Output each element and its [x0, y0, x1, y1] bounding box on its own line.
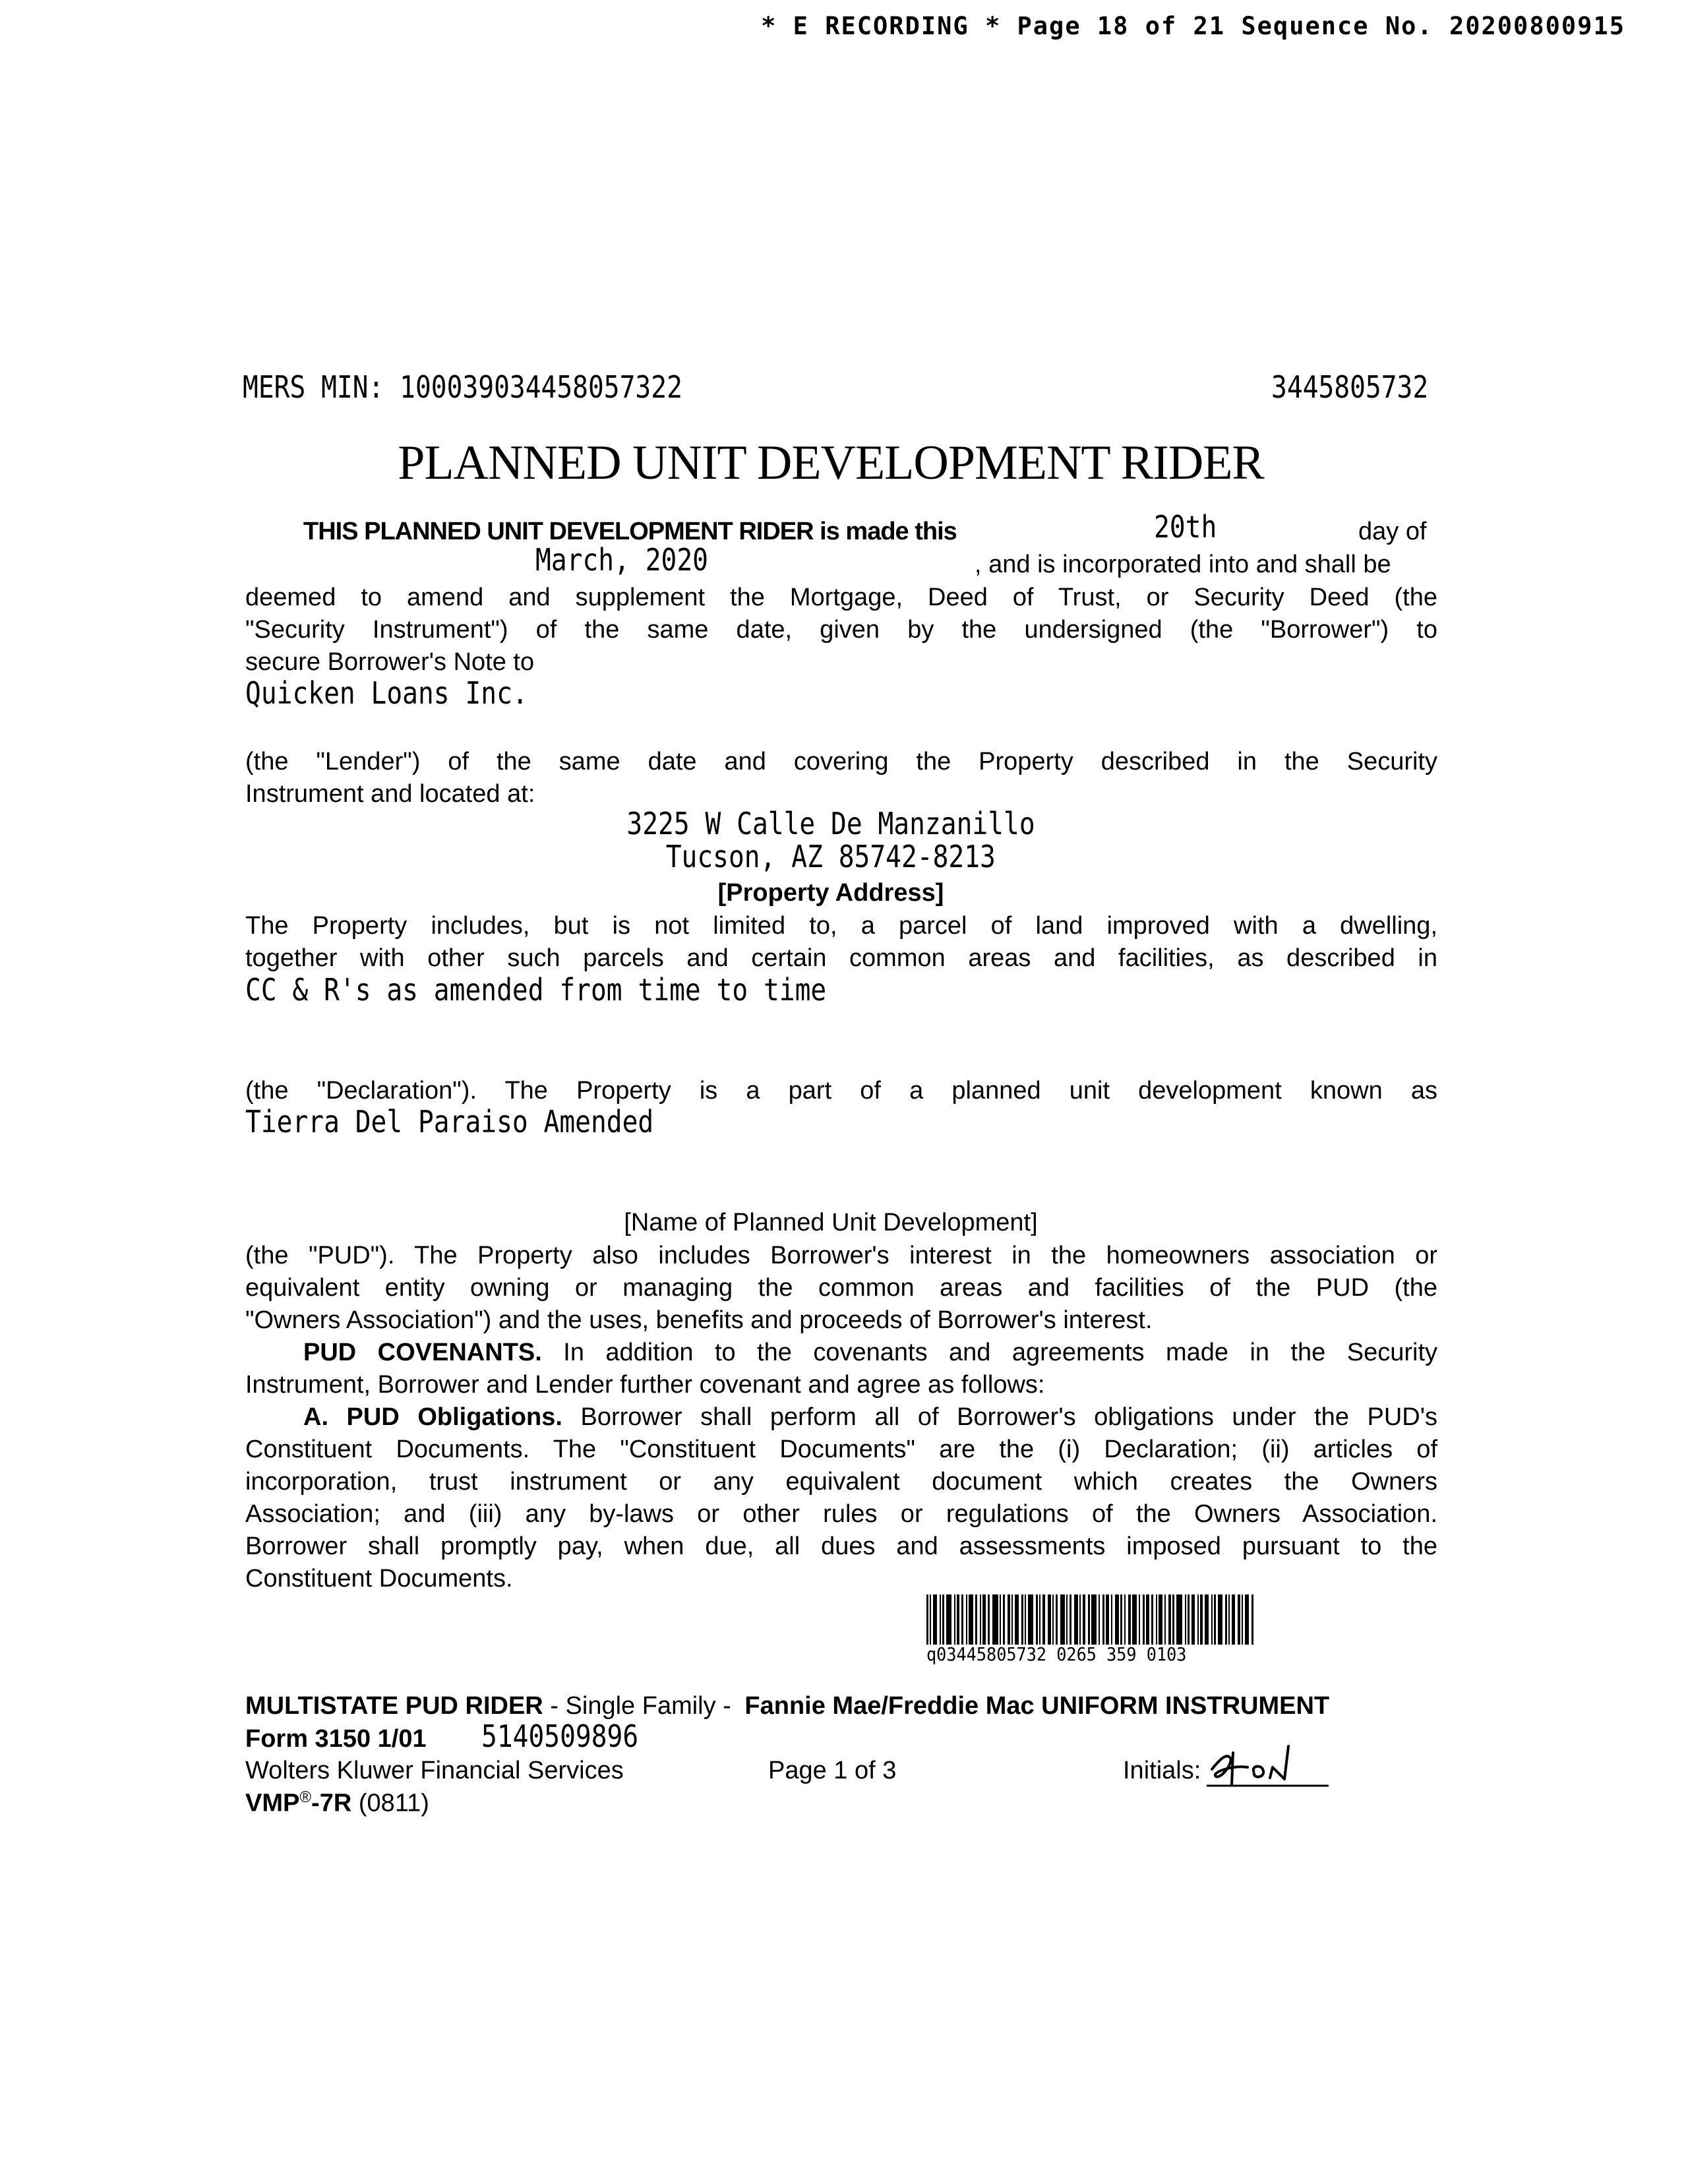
- barcode-bar: [1124, 1594, 1126, 1645]
- barcode-bar: [1115, 1594, 1119, 1645]
- barcode-bar: [1079, 1594, 1081, 1645]
- barcode-bar: [1143, 1594, 1145, 1645]
- barcode-bar: [1172, 1594, 1174, 1645]
- barcode-bar: [933, 1594, 937, 1645]
- barcode-bar: [1106, 1594, 1109, 1645]
- barcode-bar: [1003, 1594, 1005, 1645]
- barcode-bar: [1036, 1594, 1038, 1645]
- barcode-bar: [1060, 1594, 1065, 1645]
- barcode-bar: [992, 1594, 998, 1645]
- barcode-bar: [1159, 1594, 1162, 1645]
- barcode-bar: [1218, 1594, 1222, 1645]
- recording-header: * E RECORDING * Page 18 of 21 Sequence No. 20200800915: [761, 12, 1625, 40]
- footer-vmp-rest: -7R: [311, 1789, 352, 1817]
- barcode-bar: [1232, 1594, 1235, 1645]
- barcode-bar: [1111, 1594, 1112, 1645]
- covenants-text-1: In addition to the covenants and agreements made in the Security: [563, 1339, 1438, 1366]
- property-desc-line-2: together with other such parcels and certain common areas and facilities, as described in: [245, 944, 1437, 972]
- barcode-bar: [1000, 1594, 1001, 1645]
- barcode-bar: [1168, 1594, 1171, 1645]
- barcode-bar: [1146, 1594, 1149, 1645]
- footer-page: Page 1 of 3: [768, 1757, 897, 1784]
- footer-initials-label: Initials:: [1123, 1757, 1201, 1784]
- property-desc-line-5: equivalent entity owning or managing the common areas and facilities of the PUD (the: [245, 1274, 1437, 1302]
- barcode-bar: [988, 1594, 990, 1645]
- barcode-bar: [961, 1594, 963, 1645]
- property-desc-line-4: (the "PUD"). The Property also includes Borrower's interest in the homeowners association or: [245, 1242, 1437, 1269]
- footer-single-family: - Single Family -: [550, 1692, 731, 1720]
- barcode-bar: [940, 1594, 941, 1645]
- barcode-bar: [1070, 1594, 1071, 1645]
- barcode-bar: [1028, 1594, 1033, 1645]
- obligations-line-6: Constituent Documents.: [245, 1565, 513, 1592]
- intro-line-7: Instrument and located at:: [245, 780, 535, 808]
- barcode-bar: [1139, 1594, 1140, 1645]
- barcode-bar: [1021, 1594, 1023, 1645]
- barcode-bar: [1242, 1594, 1243, 1645]
- barcode-bar: [954, 1594, 955, 1645]
- barcode-bar: [1211, 1594, 1213, 1645]
- barcode-bar: [969, 1594, 973, 1645]
- covenants-line-2: Instrument, Borrower and Lender further covenant and agree as follows:: [245, 1371, 1045, 1399]
- barcode-bar: [1008, 1594, 1010, 1645]
- barcode-bar: [1188, 1594, 1190, 1645]
- barcode-bar: [980, 1594, 981, 1645]
- barcode-bar: [1066, 1594, 1068, 1645]
- initials-signature: [1207, 1733, 1332, 1792]
- intro-line-3: deemed to amend and supplement the Mortgage, Deed of Trust, or Security Deed (the: [245, 584, 1437, 611]
- footer-line-1: [245, 1692, 1329, 1720]
- barcode-bar: [1083, 1594, 1085, 1645]
- covenants-line-1: [303, 1337, 1437, 1369]
- mers-min: MERS MIN: 100039034458057322: [243, 369, 682, 405]
- registered-mark: ®: [299, 1788, 312, 1806]
- barcode-bar: [957, 1594, 959, 1645]
- barcode-bar: [1238, 1594, 1240, 1645]
- intro-line-6: (the "Lender") of the same date and covering the Property described in the Security: [245, 748, 1437, 775]
- property-address-label: [Property Address]: [717, 879, 944, 907]
- footer-uniform: Fannie Mae/Freddie Mac UNIFORM INSTRUMENT: [744, 1692, 1330, 1720]
- intro-lead: THIS PLANNED UNIT DEVELOPMENT RIDER is made this: [303, 518, 957, 545]
- barcode-bar: [1102, 1594, 1104, 1645]
- barcode-bar: [1074, 1594, 1078, 1645]
- covenants-heading: PUD COVENANTS.: [303, 1339, 542, 1366]
- obligations-line-5: Borrower shall promptly pay, when due, all dues and assessments imposed pursuant to the: [245, 1532, 1437, 1560]
- barcode-bar: [1039, 1594, 1040, 1645]
- footer-form: Form 3150 1/01: [245, 1725, 427, 1753]
- barcode-bar: [1205, 1594, 1209, 1645]
- barcode-bar: [1151, 1594, 1153, 1645]
- barcode-bar: [966, 1594, 967, 1645]
- obligations-line-3: incorporation, trust instrument or any equivalent document which creates the Owners: [245, 1468, 1437, 1496]
- obligations-line-4: Association; and (iii) any by-laws or other rules or regulations of the Owners Association.: [245, 1500, 1437, 1528]
- barcode-bar: [1225, 1594, 1227, 1645]
- barcode-bar: [1156, 1594, 1157, 1645]
- property-address-line-2: Tucson, AZ 85742-8213: [665, 839, 996, 874]
- barcode-bar: [1191, 1594, 1195, 1645]
- footer-vmp-label: VMP: [245, 1789, 300, 1817]
- obligations-line-2: Constituent Documents. The "Constituent Documents" are the (i) Declaration; (ii) articles of: [245, 1436, 1437, 1463]
- barcode-bar: [1128, 1594, 1131, 1645]
- barcode-bar: [926, 1594, 928, 1645]
- barcode-bar: [1015, 1594, 1019, 1645]
- property-desc-line-1: The Property includes, but is not limited to, a parcel of land improved with a dwelling,: [245, 912, 1437, 940]
- barcode-bar: [1011, 1594, 1013, 1645]
- obligations-line-1: [303, 1401, 1437, 1434]
- property-desc-line-3: (the "Declaration"). The Property is a part of a planned unit development known as: [245, 1077, 1437, 1105]
- barcode-bar: [1025, 1594, 1026, 1645]
- barcode-bar: [1197, 1594, 1199, 1645]
- barcode-bar: [975, 1594, 977, 1645]
- obligations-text-1: Borrower shall perform all of Borrower's obligations under the PUD's: [580, 1403, 1437, 1431]
- intro-day: 20th: [1154, 509, 1217, 545]
- barcode-bar: [1042, 1594, 1045, 1645]
- intro-month-year: March, 2020: [535, 542, 708, 578]
- lender-name: Quicken Loans Inc.: [245, 675, 528, 711]
- declaration-reference: CC & R's as amended from time to time: [245, 972, 827, 1008]
- barcode-bar: [1200, 1594, 1203, 1645]
- intro-day-of: day of: [1358, 518, 1427, 545]
- barcode-bar: [1164, 1594, 1166, 1645]
- barcode-bar: [1176, 1594, 1182, 1645]
- pud-name: Tierra Del Paraiso Amended: [245, 1104, 654, 1139]
- footer-vmp: [245, 1788, 429, 1818]
- pud-name-label: [Name of Planned Unit Development]: [624, 1209, 1038, 1236]
- barcode-bar: [1214, 1594, 1216, 1645]
- barcode-bar: [1088, 1594, 1090, 1645]
- barcode-bar: [1228, 1594, 1230, 1645]
- barcode-bar: [930, 1594, 931, 1645]
- footer-vmp-code: (0811): [358, 1789, 429, 1817]
- barcode-bar: [1099, 1594, 1100, 1645]
- barcode-bar: [1132, 1594, 1137, 1645]
- barcode-bar: [942, 1594, 944, 1645]
- barcode-bar: [1048, 1594, 1051, 1645]
- barcode-bar: [1052, 1594, 1054, 1645]
- barcode-bar: [946, 1594, 951, 1645]
- property-address-line-1: 3225 W Calle De Manzanillo: [626, 806, 1035, 841]
- barcode-bar: [1120, 1594, 1122, 1645]
- document-title: PLANNED UNIT DEVELOPMENT RIDER: [398, 436, 1264, 490]
- footer-multistate: MULTISTATE PUD RIDER: [245, 1692, 543, 1720]
- barcode-bar: [1245, 1594, 1249, 1645]
- property-desc-line-6: "Owners Association") and the uses, benefits and proceeds of Borrower's interest.: [245, 1306, 1153, 1334]
- loan-number: 3445805732: [1271, 369, 1429, 405]
- obligations-heading: A. PUD Obligations.: [303, 1403, 562, 1431]
- barcode: [926, 1594, 1395, 1645]
- footer-publisher: Wolters Kluwer Financial Services: [245, 1757, 624, 1784]
- intro-line-4: "Security Instrument") of the same date, given by the undersigned (the "Borrower") to: [245, 616, 1437, 644]
- barcode-bar: [982, 1594, 986, 1645]
- intro-line-5: secure Borrower's Note to: [245, 648, 535, 676]
- barcode-bar: [1185, 1594, 1186, 1645]
- barcode-bar: [1091, 1594, 1097, 1645]
- footer-form-number: 5140509896: [481, 1718, 639, 1754]
- intro-incorporated: , and is incorporated into and shall be: [975, 551, 1391, 578]
- barcode-text: q03445805732 0265 359 0103: [926, 1643, 1187, 1665]
- barcode-bar: [1251, 1594, 1253, 1645]
- barcode-bar: [1056, 1594, 1058, 1645]
